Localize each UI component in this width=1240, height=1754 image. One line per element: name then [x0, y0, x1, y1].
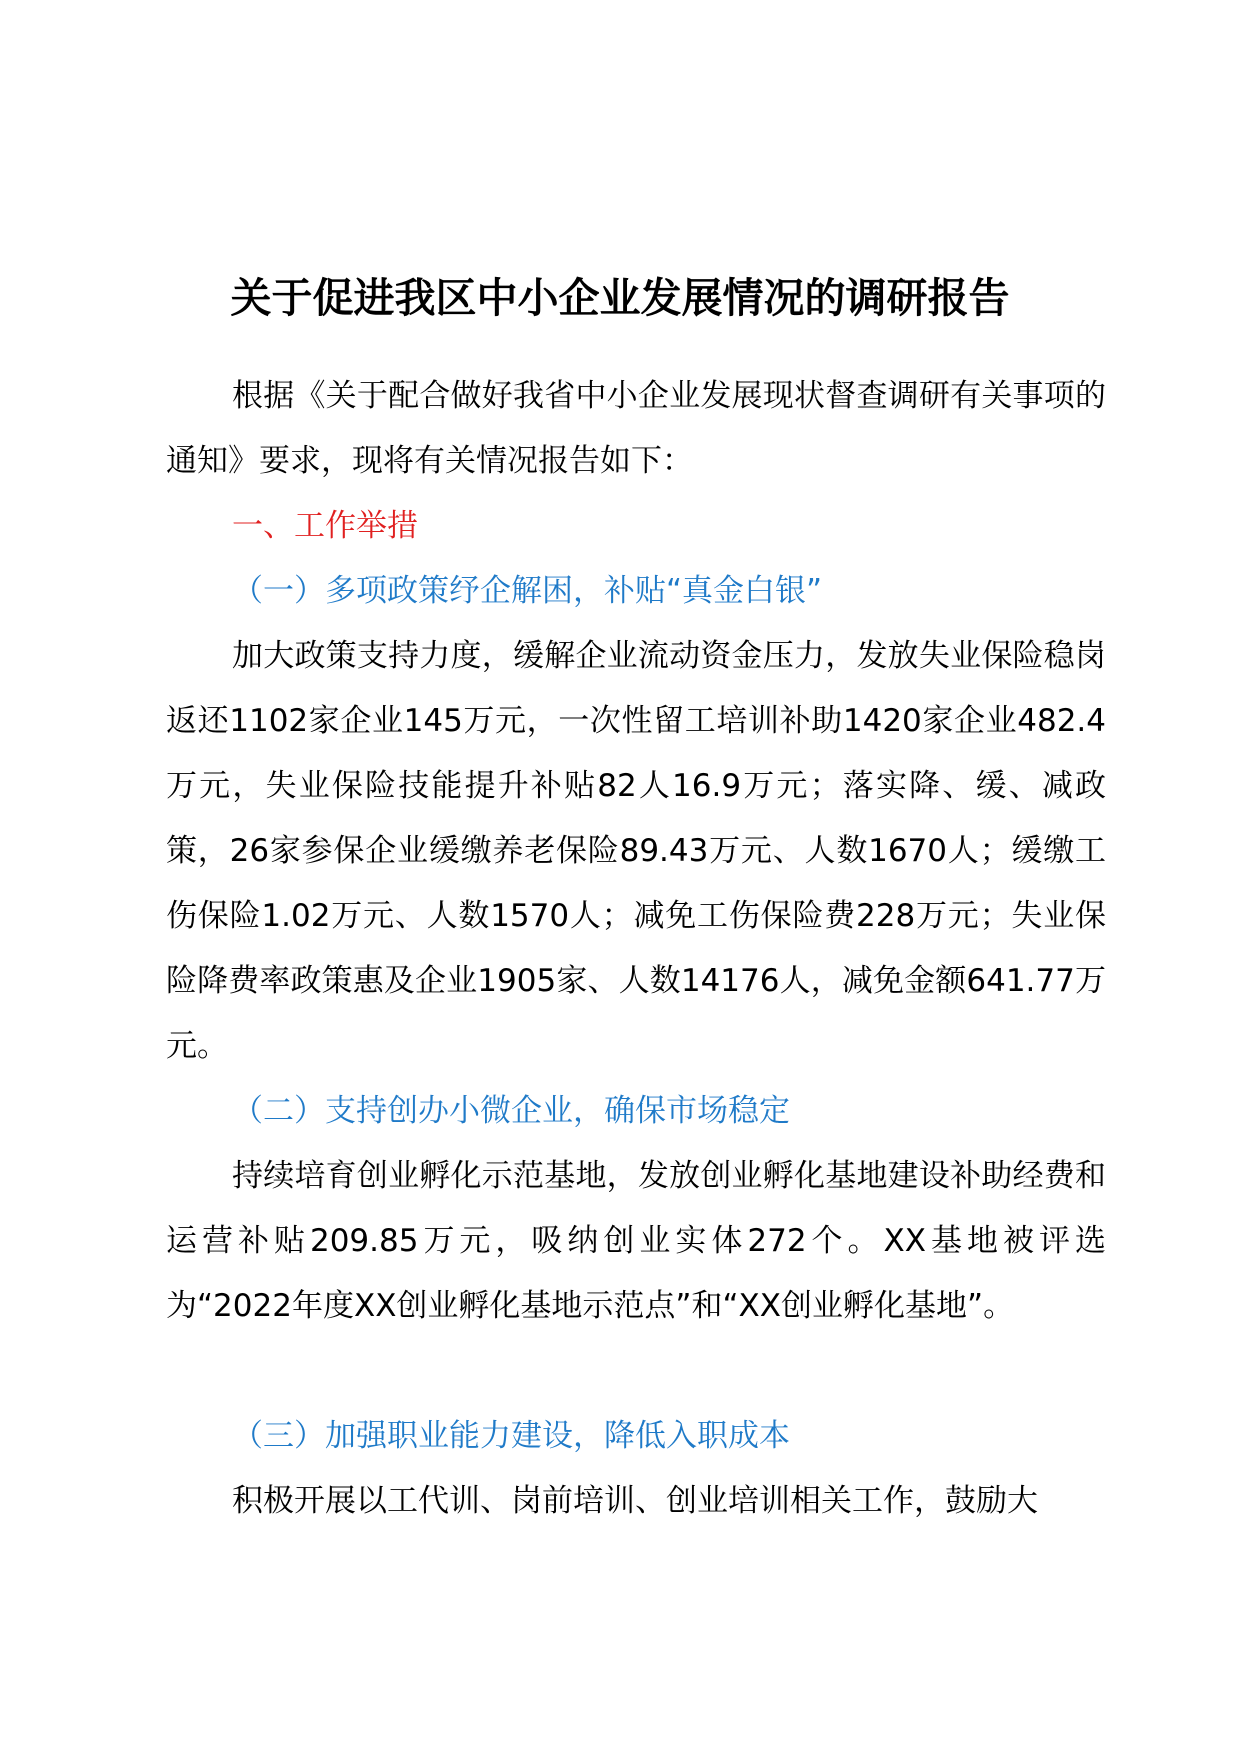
subsection-2-heading: （二）支持创办小微企业，确保市场稳定: [232, 1093, 790, 1129]
subsection-3-heading: （三）加强职业能力建设，降低入职成本: [232, 1418, 790, 1454]
subsection-1-heading: （一）多项政策纾企解困，补贴“真金白银”: [232, 573, 823, 609]
intro-block: [166, 364, 1106, 494]
subsection-3-body-block: [166, 1469, 1106, 1534]
subsection-3-heading-block: [166, 1404, 1106, 1469]
intro-paragraph: 根据《关于配合做好我省中小企业发展现状督查调研有关事项的通知》要求，现将有关情况报告如下：: [166, 378, 1106, 479]
subsection-3-paragraph: 积极开展以工代训、岗前培训、创业培训相关工作，鼓励大: [232, 1483, 1038, 1519]
section-1-heading: 一、工作举措: [232, 508, 418, 544]
subsection-1-heading-block: [166, 559, 1106, 624]
subsection-2-heading-block: [166, 1079, 1106, 1144]
subsection-2-body-block: [166, 1144, 1106, 1339]
subsection-1-paragraph: 加大政策支持力度，缓解企业流动资金压力，发放失业保险稳岗返还1102家企业145万元，一次性留工培训补助1420家企业482.4万元，失业保险技能提升补贴82人16.9万元；落实降、缓、减政策，26家参保企业缓缴养老保险89.43万元、人数1670人；缓缴工伤保险1.02万元、人数1570人；减免工伤保险费228万元；失业保险降费率政策惠及企业1905家、人数14176人，减免金额641.77万元。: [166, 638, 1106, 1064]
section-1-block: [166, 494, 1106, 559]
subsection-2-paragraph: 持续培育创业孵化示范基地，发放创业孵化基地建设补助经费和运营补贴209.85万元，吸纳创业实体272个。XX基地被评选为“2022年度XX创业孵化基地示范点”和“XX创业孵化基地”。: [166, 1158, 1106, 1324]
subsection-1-body-block: [166, 624, 1106, 1079]
document-title: 关于促进我区中小企业发展情况的调研报告: [230, 274, 1010, 322]
